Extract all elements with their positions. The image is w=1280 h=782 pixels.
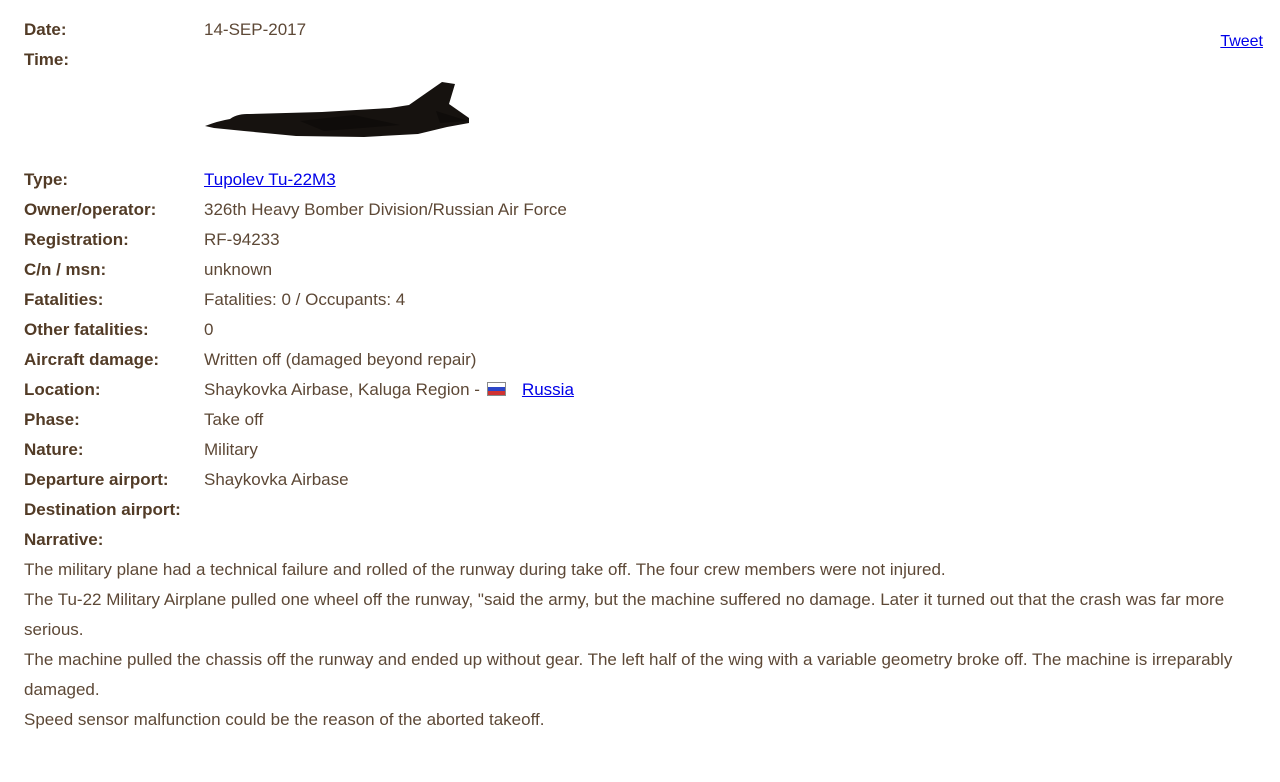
record-row-registration bbox=[24, 225, 1260, 255]
record-row-aircraft-damage bbox=[24, 345, 1260, 375]
cn-msn-value: unknown bbox=[204, 260, 273, 279]
owner-operator-value: 326th Heavy Bomber Division/Russian Air Force bbox=[204, 200, 567, 219]
registration-label: Registration: bbox=[24, 230, 129, 249]
narrative-label: Narrative: bbox=[24, 530, 104, 549]
registration-value: RF-94233 bbox=[204, 230, 280, 249]
type-link[interactable]: Tupolev Tu-22M3 bbox=[204, 170, 336, 189]
narrative-paragraph: The machine pulled the chassis off the runway and ended up without gear. The left half of the wing with a variable geometry broke off. The machine is irreparably damaged. bbox=[24, 650, 1233, 699]
record-row-location bbox=[24, 375, 1260, 405]
phase-value: Take off bbox=[204, 410, 264, 429]
phase-label: Phase: bbox=[24, 410, 80, 429]
nature-value: Military bbox=[204, 440, 258, 459]
record-table-main bbox=[24, 165, 1260, 525]
fatalities-label: Fatalities: bbox=[24, 290, 104, 309]
owner-operator-label: Owner/operator: bbox=[24, 200, 157, 219]
location-value bbox=[204, 375, 574, 405]
record-row-time bbox=[24, 45, 1260, 75]
russia-flag-icon bbox=[487, 382, 506, 396]
location-label: Location: bbox=[24, 380, 101, 399]
record-row-departure-airport bbox=[24, 465, 1260, 495]
narrative-paragraph: The military plane had a technical failure and rolled of the runway during take off. The four crew members were not injured. bbox=[24, 560, 946, 579]
other-fatalities-value: 0 bbox=[204, 320, 214, 339]
record-row-cn-msn bbox=[24, 255, 1260, 285]
record-row-nature bbox=[24, 435, 1260, 465]
aircraft-silhouette-image bbox=[204, 81, 470, 147]
record-row-type bbox=[24, 165, 1260, 195]
narrative-paragraph: Speed sensor malfunction could be the reason of the aborted takeoff. bbox=[24, 710, 545, 729]
type-value bbox=[204, 165, 336, 195]
other-fatalities-label: Other fatalities: bbox=[24, 320, 149, 339]
fatalities-value: Fatalities: 0 / Occupants: 4 bbox=[204, 290, 406, 309]
aircraft-damage-value: Written off (damaged beyond repair) bbox=[204, 350, 477, 369]
aircraft-damage-label: Aircraft damage: bbox=[24, 350, 160, 369]
record-row-owner-operator bbox=[24, 195, 1260, 225]
narrative-section bbox=[24, 525, 1260, 735]
departure-airport-value: Shaykovka Airbase bbox=[204, 470, 349, 489]
record-row-other-fatalities bbox=[24, 315, 1260, 345]
date-label: Date: bbox=[24, 20, 67, 39]
departure-airport-label: Departure airport: bbox=[24, 470, 169, 489]
location-text: Shaykovka Airbase, Kaluga Region - bbox=[204, 380, 480, 399]
flag-stripe bbox=[488, 391, 505, 395]
record-table-top bbox=[24, 15, 1260, 75]
narrative-paragraphs bbox=[24, 555, 1260, 735]
nature-label: Nature: bbox=[24, 440, 84, 459]
location-country-link[interactable]: Russia bbox=[521, 380, 574, 399]
destination-airport-label: Destination airport: bbox=[24, 500, 181, 519]
record-row-date bbox=[24, 15, 1260, 45]
tu-22m3-silhouette-icon bbox=[204, 81, 470, 147]
record-row-phase bbox=[24, 405, 1260, 435]
tweet-link[interactable]: Tweet bbox=[1220, 33, 1263, 50]
time-label: Time: bbox=[24, 50, 70, 69]
date-value: 14-SEP-2017 bbox=[204, 20, 307, 39]
type-label: Type: bbox=[24, 170, 69, 189]
record-row-destination-airport bbox=[24, 495, 1260, 525]
narrative-paragraph: The Tu-22 Military Airplane pulled one wheel off the runway, "said the army, but the machine suffered no damage. Later it turned out that the crash was far more serious. bbox=[24, 590, 1225, 639]
record-row-fatalities bbox=[24, 285, 1260, 315]
cn-msn-label: C/n / msn: bbox=[24, 260, 107, 279]
